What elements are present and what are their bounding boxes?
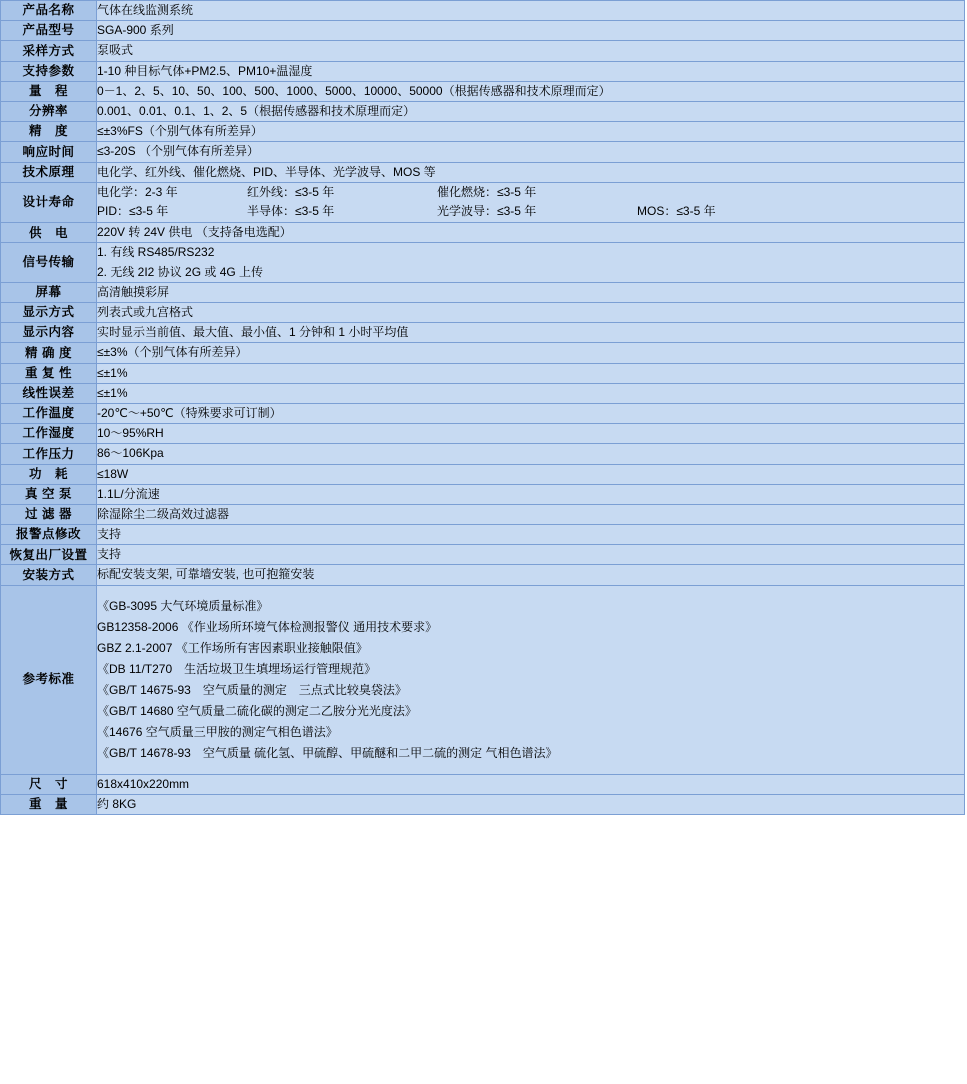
spec-value (97, 162, 965, 182)
spec-value (97, 21, 965, 41)
spec-value (97, 243, 965, 282)
spec-label: 恢复出厂设置 (1, 545, 97, 565)
design-life-cell: 光学波导：≤3-5 年 (437, 204, 537, 219)
table-row (1, 343, 965, 363)
design-life-grid (97, 183, 964, 223)
spec-value-line: SGA-900 系列 (97, 23, 174, 38)
spec-value-line: ≤±3%（个别气体有所差异） (97, 345, 248, 360)
reference-standard-line: 《GB/T 14680 空气质量二硫化碳的测定二乙胺分光光度法》 (97, 703, 417, 718)
spec-value (97, 545, 965, 565)
spec-label: 过 滤 器 (1, 504, 97, 524)
spec-label: 尺 寸 (1, 774, 97, 794)
spec-value-line: 实时显示当前值、最大值、最小值、1 分钟和 1 小时平均值 (97, 325, 409, 340)
spec-value (97, 464, 965, 484)
reference-standard-line: 《14676 空气质量三甲胺的测定气相色谱法》 (97, 724, 338, 739)
spec-label: 参考标准 (1, 585, 97, 774)
spec-value-line: 220V 转 24V 供电 （支持备电选配） (97, 225, 292, 240)
spec-label: 工作压力 (1, 444, 97, 464)
spec-value (97, 774, 965, 794)
spec-label: 屏幕 (1, 282, 97, 302)
spec-value-line: ≤18W (97, 466, 129, 481)
spec-value (97, 223, 965, 243)
spec-table-body (1, 1, 965, 815)
table-row (1, 565, 965, 585)
table-row (1, 444, 965, 464)
spec-label: 报警点修改 (1, 525, 97, 545)
spec-label: 产品型号 (1, 21, 97, 41)
spec-value (97, 363, 965, 383)
spec-label: 供 电 (1, 223, 97, 243)
spec-label: 分辨率 (1, 101, 97, 121)
spec-label: 支持参数 (1, 61, 97, 81)
table-row (1, 484, 965, 504)
table-row (1, 525, 965, 545)
table-row (1, 162, 965, 182)
spec-value (97, 794, 965, 814)
spec-label: 精 确 度 (1, 343, 97, 363)
table-row (1, 303, 965, 323)
spec-value-line: 电化学、红外线、催化燃烧、PID、半导体、光学波导、MOS 等 (97, 164, 436, 179)
spec-value-line: 约 8KG (97, 796, 137, 811)
spec-label: 设计寿命 (1, 182, 97, 223)
table-row (1, 424, 965, 444)
spec-value (97, 41, 965, 61)
spec-value-line: 2. 无线 2I2 协议 2G 或 4G 上传 (97, 264, 264, 279)
spec-value (97, 585, 965, 774)
spec-value-line: 0－1、2、5、10、50、100、500、1000、5000、10000、50000（根据传感器和技术原理而定） (97, 83, 611, 98)
spec-value-line: 1-10 种目标气体+PM2.5、PM10+温湿度 (97, 63, 313, 78)
spec-label: 技术原理 (1, 162, 97, 182)
spec-value (97, 484, 965, 504)
reference-standard-line: GBZ 2.1-2007 《工作场所有害因素职业接触限值》 (97, 640, 368, 655)
spec-value (97, 403, 965, 423)
table-row (1, 464, 965, 484)
spec-value-line: 高清触摸彩屏 (97, 284, 170, 299)
reference-standard-line: 《GB/T 14675-93 空气质量的测定 三点式比较臭袋法》 (97, 682, 407, 697)
spec-value (97, 182, 965, 223)
spec-label: 真 空 泵 (1, 484, 97, 504)
table-row (1, 21, 965, 41)
spec-label: 显示方式 (1, 303, 97, 323)
table-row (1, 81, 965, 101)
spec-value-line: 86～106Kpa (97, 446, 164, 461)
table-row (1, 142, 965, 162)
spec-value (97, 383, 965, 403)
spec-value-line: 列表式或九宫格式 (97, 305, 194, 320)
spec-label: 重 复 性 (1, 363, 97, 383)
design-life-cell: 催化燃烧：≤3-5 年 (437, 184, 537, 199)
reference-standard-line: GB12358-2006 《作业场所环境气体检测报警仪 通用技术要求》 (97, 619, 438, 634)
spec-value-line: 1.1L/分流速 (97, 486, 160, 501)
table-row (1, 774, 965, 794)
spec-label: 响应时间 (1, 142, 97, 162)
spec-value (97, 81, 965, 101)
spec-label: 信号传输 (1, 243, 97, 282)
spec-value (97, 504, 965, 524)
reference-standard-line: 《DB 11/T270 生活垃圾卫生填埋场运行管理规范》 (97, 661, 377, 676)
spec-value (97, 282, 965, 302)
spec-label: 重 量 (1, 794, 97, 814)
spec-value-line: 支持 (97, 547, 122, 562)
reference-standard-line: 《GB-3095 大气环境质量标准》 (97, 598, 269, 613)
table-row (1, 122, 965, 142)
spec-label: 采样方式 (1, 41, 97, 61)
table-row (1, 545, 965, 565)
design-life-cell: PID：≤3-5 年 (97, 204, 169, 219)
spec-value (97, 525, 965, 545)
spec-value (97, 101, 965, 121)
design-life-cell: 电化学：2-3 年 (97, 184, 178, 199)
design-life-row (97, 183, 964, 203)
design-life-cell: 红外线：≤3-5 年 (247, 184, 335, 199)
spec-label: 产品名称 (1, 1, 97, 21)
spec-value (97, 303, 965, 323)
spec-value (97, 142, 965, 162)
table-row (1, 363, 965, 383)
spec-value (97, 565, 965, 585)
spec-value (97, 323, 965, 343)
table-row (1, 383, 965, 403)
spec-label: 功 耗 (1, 464, 97, 484)
spec-value-line: ≤±3%FS（个别气体有所差异） (97, 124, 263, 139)
spec-value-line: ≤±1% (97, 365, 128, 380)
table-row (1, 182, 965, 223)
spec-value-line: 10～95%RH (97, 426, 164, 441)
spec-label: 显示内容 (1, 323, 97, 343)
spec-value (97, 343, 965, 363)
spec-value-line: ≤3-20S （个别气体有所差异） (97, 144, 259, 159)
spec-value-line: -20℃～+50℃（特殊要求可订制） (97, 405, 282, 420)
spec-value-line: 泵吸式 (97, 43, 134, 58)
spec-value-line: 标配安装支架, 可靠墙安装, 也可抱箍安装 (97, 567, 315, 582)
table-row (1, 41, 965, 61)
table-row (1, 223, 965, 243)
spec-value-line: 支持 (97, 527, 122, 542)
spec-value (97, 444, 965, 464)
table-row (1, 243, 965, 282)
design-life-cell: MOS：≤3-5 年 (637, 204, 716, 219)
table-row (1, 585, 965, 774)
table-row (1, 61, 965, 81)
spec-label: 精 度 (1, 122, 97, 142)
design-life-row (97, 202, 964, 222)
spec-label: 工作湿度 (1, 424, 97, 444)
spec-value (97, 424, 965, 444)
table-row (1, 1, 965, 21)
spec-label: 线性误差 (1, 383, 97, 403)
spec-value (97, 61, 965, 81)
spec-value-line: ≤±1% (97, 385, 128, 400)
spec-value (97, 122, 965, 142)
table-row (1, 794, 965, 814)
table-row (1, 323, 965, 343)
spec-value-line: 0.001、0.01、0.1、1、2、5（根据传感器和技术原理而定） (97, 103, 416, 118)
spec-label: 安装方式 (1, 565, 97, 585)
spec-value-line: 除湿除尘二级高效过滤器 (97, 506, 230, 521)
table-row (1, 101, 965, 121)
spec-label: 工作温度 (1, 403, 97, 423)
spec-value-line: 618x410x220mm (97, 776, 190, 791)
table-row (1, 504, 965, 524)
spec-value-line: 1. 有线 RS485/RS232 (97, 245, 215, 260)
table-row (1, 282, 965, 302)
spec-value-line: 气体在线监测系统 (97, 3, 194, 17)
design-life-cell: 半导体：≤3-5 年 (247, 204, 335, 219)
reference-standard-line: 《GB/T 14678-93 空气质量 硫化氢、甲硫醇、甲硫醚和二甲二硫的测定 气相色谱法》 (97, 745, 558, 760)
spec-label: 量 程 (1, 81, 97, 101)
table-row (1, 403, 965, 423)
spec-value (97, 1, 965, 21)
